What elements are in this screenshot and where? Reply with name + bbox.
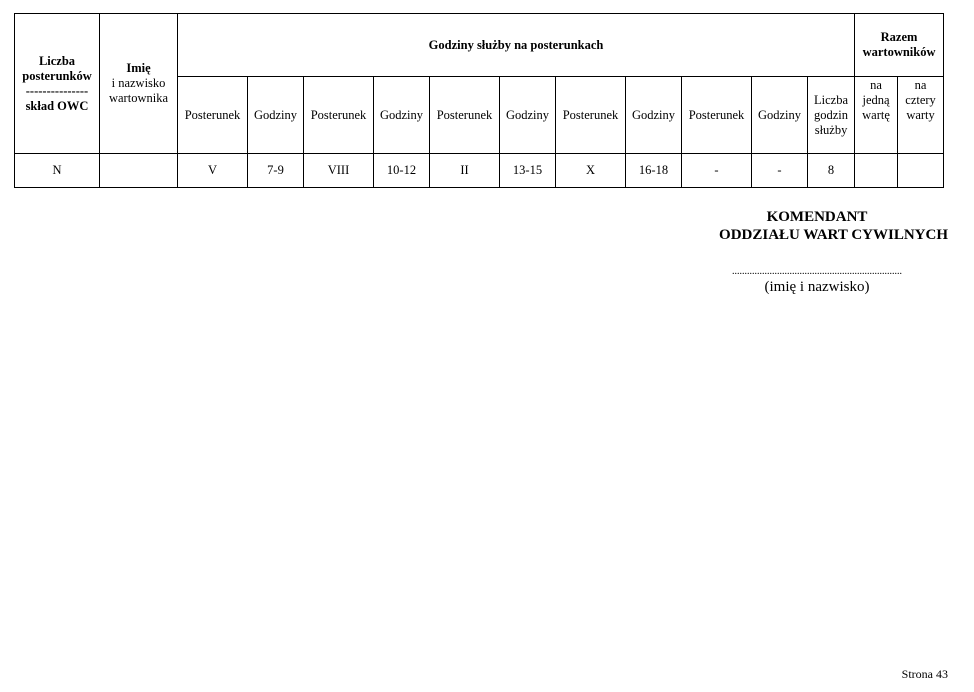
- page-number-value: 43: [936, 667, 948, 681]
- cell-sklad: N: [15, 154, 100, 188]
- subheader-posterunek-5: Posterunek: [682, 77, 752, 154]
- cell-na-jedna-warte: [855, 154, 898, 188]
- subheader-posterunek-4: Posterunek: [556, 77, 626, 154]
- table-row: [15, 154, 944, 188]
- subheader-na-jedna-line2: jedną: [862, 93, 890, 107]
- subheader-godziny-4: Godziny: [626, 77, 682, 154]
- signature-title-line2: ODDZIAŁU WART CYWILNYCH: [719, 227, 948, 243]
- signature-block: [686, 208, 948, 296]
- cell-godziny-5: -: [752, 154, 808, 188]
- subheader-na-jedna-line1: na: [870, 78, 882, 92]
- subheader-posterunek-1: Posterunek: [178, 77, 248, 154]
- cell-godziny-2: 10-12: [374, 154, 430, 188]
- subheader-liczba-godzin: [808, 77, 855, 154]
- cell-posterunek-2: VIII: [304, 154, 374, 188]
- cell-posterunek-5: -: [682, 154, 752, 188]
- header-col2-line3: wartownika: [108, 91, 168, 105]
- header-liczba-posterunkow: [15, 14, 100, 154]
- header-col2-line1: Imię: [126, 61, 151, 75]
- subheader-posterunek-2: Posterunek: [304, 77, 374, 154]
- header-col2-line2: i nazwisko: [111, 76, 166, 90]
- subheader-na-jedna-warte: [855, 77, 898, 154]
- header-razem-wartownikow: [855, 14, 944, 77]
- subheader-posterunek-3: Posterunek: [430, 77, 500, 154]
- subheader-na-cztery-warty: [898, 77, 944, 154]
- cell-name: [100, 154, 178, 188]
- page-label: Strona: [901, 667, 933, 681]
- subheader-godziny-5: Godziny: [752, 77, 808, 154]
- subheader-na-cztery-line3: warty: [906, 108, 935, 122]
- header-imie-nazwisko: [100, 14, 178, 154]
- subheader-liczba-line3: służby: [814, 122, 848, 137]
- subheader-na-cztery-line2: cztery: [905, 93, 936, 107]
- header-godziny-sluzby: Godziny służby na posterunkach: [178, 14, 855, 77]
- subheader-godziny-1: Godziny: [248, 77, 304, 154]
- cell-na-cztery-warty: [898, 154, 944, 188]
- subheader-liczba-line2: godzin: [814, 107, 849, 122]
- header-col1-line3: ---------------: [25, 83, 89, 98]
- subheader-godziny-3: Godziny: [500, 77, 556, 154]
- signature-title-line1: KOMENDANT: [766, 209, 868, 225]
- cell-liczba-godzin: 8: [808, 154, 855, 188]
- header-col1-line1: Liczba: [38, 53, 76, 68]
- header-totals-line2: wartowników: [862, 45, 936, 59]
- subheader-liczba-line1: Liczba: [814, 92, 849, 107]
- subheader-na-cztery-line1: na: [914, 78, 927, 92]
- duty-schedule-table: [14, 13, 944, 188]
- cell-posterunek-3: II: [430, 154, 500, 188]
- cell-godziny-4: 16-18: [626, 154, 682, 188]
- header-col1-line4: skład OWC: [25, 98, 89, 113]
- subheader-godziny-2: Godziny: [374, 77, 430, 154]
- header-totals-line1: Razem: [880, 30, 918, 44]
- signature-caption: (imię i nazwisko): [764, 279, 870, 295]
- page-number: [902, 667, 948, 682]
- cell-godziny-1: 7-9: [248, 154, 304, 188]
- cell-posterunek-4: X: [556, 154, 626, 188]
- cell-godziny-3: 13-15: [500, 154, 556, 188]
- signature-dotted-line: ....................................................................: [732, 266, 902, 277]
- cell-posterunek-1: V: [178, 154, 248, 188]
- subheader-na-jedna-line3: wartę: [862, 108, 890, 122]
- header-col1-line2: posterunków: [22, 68, 92, 83]
